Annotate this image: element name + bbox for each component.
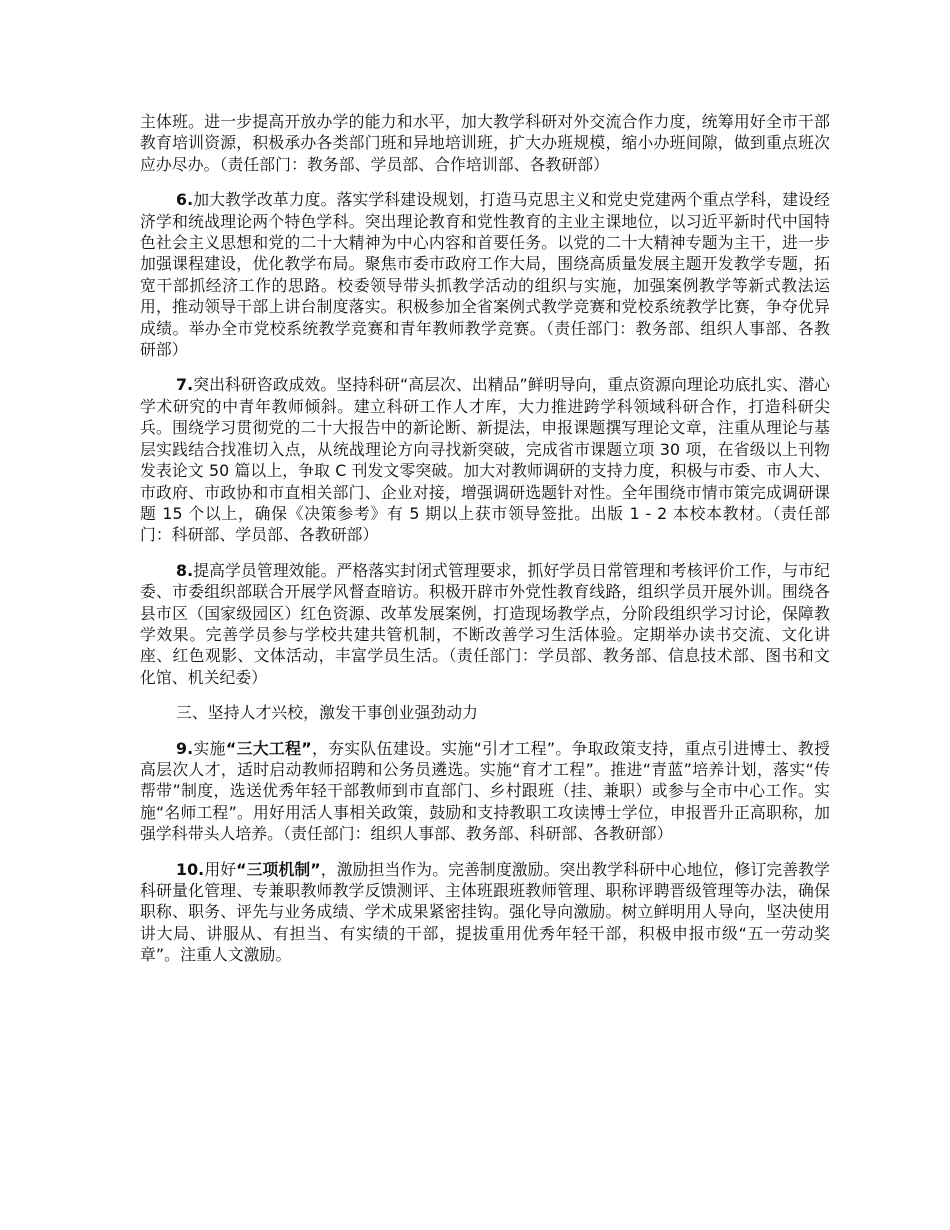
paragraph-item-7 xyxy=(140,374,830,545)
document-page xyxy=(140,111,830,980)
paragraph-item-9 xyxy=(140,738,830,845)
paragraph-item-8 xyxy=(140,560,830,688)
section-heading-text: 三、坚持人才兴校，激发干事创业强劲动力 xyxy=(176,703,479,723)
paragraph-text: 突出科研咨政成效。坚持科研“高层次、出精品”鲜明导向，重点资源向理论功底扎实、潜心学术研究的中青年教师倾斜。建立科研工作人才库，大力推进跨学科领域科研合作，打造科研尖兵。围绕学习贯彻党的二十大报告中的新论断、新提法，申报课题撰写理论文章，注重从理论与基层实践结合找准切入点，从统战理论方向寻找新突破，完成省市课题立项 30 项，在省级以上刊物发表论文 50 篇以上，争取 C 刊发文零突破。加大对教师调研的支持力度，积极与市委、市人大、市政府、市政协和市直相关部门、企业对接，增强调研选题针对性。全年围绕市情市策完成调研课题 15 个以上，确保《决策参考》有 5 期以上获市领导签批。出版 1 - 2 本校本教材。（责任部门：科研部、学员部、各教研部） xyxy=(140,375,830,545)
item-number: 7. xyxy=(176,375,194,395)
paragraph-text: 主体班。进一步提高开放办学的能力和水平，加大教学科研对外交流合作力度，统筹用好全市干部教育培训资源，积极承办各类部门班和异地培训班，扩大办班规模，缩小办班间隙，做到重点班次应办尽办。（责任部门：教务部、学员部、合作培训部、各教研部） xyxy=(140,112,830,174)
paragraph-text: ，夯实队伍建设。实施“引才工程”。争取政策支持，重点引进博士、教授高层次人才，适时启动教师招聘和公务员遴选。实施“育才工程”。推进“青蓝”培养计划，落实“传帮带”制度，选送优秀年轻干部教师到市直部门、乡村跟班（挂、兼职）或参与全市中心工作。实施“名师工程”。用好用活人事相关政策，鼓励和支持教职工攻读博士学位，申报晋升正高职称，加强学科带头人培养。（责任部门：组织人事部、教务部、科研部、各教研部） xyxy=(140,738,830,844)
paragraph-quote: “三项机制” xyxy=(236,859,321,879)
paragraph-item-6 xyxy=(140,189,830,360)
item-number: 6. xyxy=(176,190,194,210)
paragraph-text: 提高学员管理效能。严格落实封闭式管理要求，抓好学员日常管理和考核评价工作，与市纪委、市委组织部联合开展学风督查暗访。积极开辟市外党性教育线路，组织学员开展外训。围绕各县市区（国家级园区）红色资源、改革发展案例，打造现场教学点，分阶段组织学习讨论，保障教学效果。完善学员参与学校共建共管机制，不断改善学习生活体验。定期举办读书交流、文化讲座、红色观影、文体活动，丰富学员生活。（责任部门：学员部、教务部、信息技术部、图书和文化馆、机关纪委） xyxy=(140,560,830,687)
paragraph-quote: “三大工程” xyxy=(225,738,312,758)
item-number: 10. xyxy=(176,859,205,879)
paragraph-item-10 xyxy=(140,859,830,966)
item-number: 8. xyxy=(176,560,194,580)
paragraph-text: ，激励担当作为。完善制度激励。突出教学科研中心地位，修订完善教学科研量化管理、专兼职教师教学反馈测评、主体班跟班教师管理、职称评聘晋级管理等办法，确保职称、职务、评先与业务成绩、学术成果紧密挂钩。强化导向激励。树立鲜明用人导向，坚决使用讲大局、讲服从、有担当、有实绩的干部，提拔重用优秀年轻干部，积极申报市级“五一劳动奖章”。注重人文激励。 xyxy=(140,859,830,965)
paragraph-lead: 实施 xyxy=(193,738,226,758)
paragraph-lead: 用好 xyxy=(204,859,237,879)
section-heading xyxy=(140,702,830,723)
item-number: 9. xyxy=(176,738,194,758)
paragraph-text: 加大教学改革力度。落实学科建设规划，打造马克思主义和党史党建两个重点学科，建设经济学和统战理论两个特色学科。突出理论教育和党性教育的主业主课地位，以习近平新时代中国特色社会主义思想和党的二十大精神为中心内容和首要任务。以党的二十大精神专题为主干，进一步加强课程建设，优化教学布局。聚焦市委市政府工作大局，围绕高质量发展主题开发教学专题，拓宽干部抓经济工作的思路。校委领导带头抓教学活动的组织与实施，加强案例教学等新式教法运用，推动领导干部上讲台制度落实。积极参加全省案例式教学竞赛和党校系统教学比赛，争夺优异成绩。举办全市党校系统教学竞赛和青年教师教学竞赛。（责任部门：教务部、组织人事部、各教研部） xyxy=(140,190,830,360)
paragraph-continuation xyxy=(140,111,830,175)
